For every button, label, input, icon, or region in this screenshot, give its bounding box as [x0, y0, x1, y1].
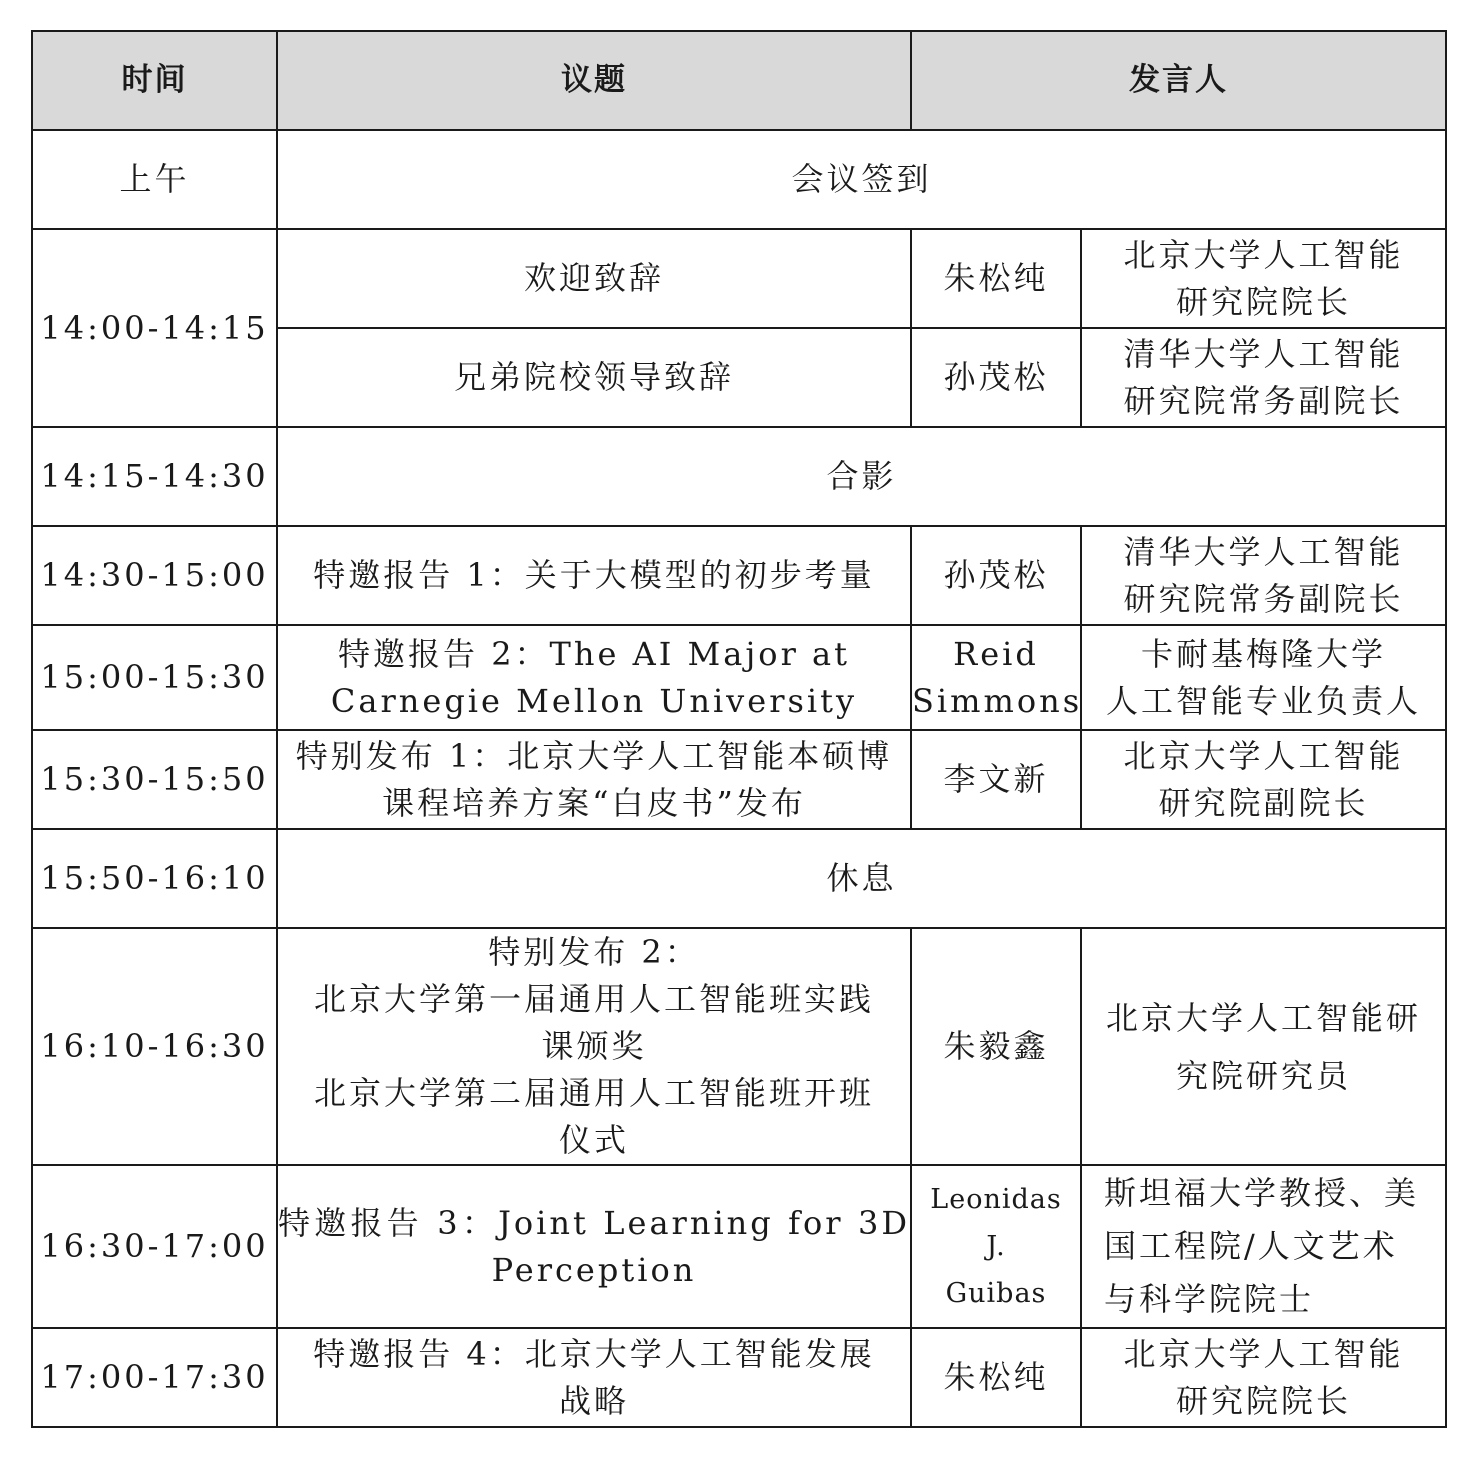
speaker-line: J.	[986, 1231, 1006, 1262]
speaker-line: Reid	[953, 634, 1039, 673]
header-topic: 议题	[277, 31, 911, 130]
speaker-cell: 李文新	[911, 730, 1081, 829]
affiliation-line: 北京大学人工智能	[1123, 235, 1404, 274]
affiliation-cell	[1081, 526, 1446, 625]
topic-line: Carnegie Mellon University	[330, 681, 858, 720]
topic-cell	[277, 730, 911, 829]
affiliation-cell	[1081, 928, 1446, 1165]
topic-line: 课程培养方案“白皮书”发布	[382, 783, 806, 822]
time-cell: 14:30-15:00	[32, 526, 277, 625]
topic-line: 课颁奖	[541, 1027, 647, 1065]
affiliation-cell	[1081, 625, 1446, 730]
speaker-cell	[911, 1165, 1081, 1328]
header-row	[32, 31, 1446, 130]
header-speaker: 发言人	[911, 31, 1446, 130]
topic-cell	[277, 1328, 911, 1427]
table-row	[32, 625, 1446, 730]
affiliation-line: 卡耐基梅隆大学	[1140, 634, 1386, 673]
time-cell: 16:30-17:00	[32, 1165, 277, 1328]
topic-line: 北京大学第二届通用人工智能班开班	[313, 1074, 874, 1112]
topic-line: 特别发布 1：北京大学人工智能本硕博	[295, 736, 893, 775]
time-cell: 16:10-16:30	[32, 928, 277, 1165]
topic-line: 特邀报告 3：Joint Learning for 3D	[278, 1203, 910, 1242]
affiliation-line: 研究院院长	[1175, 1381, 1351, 1420]
topic-cell: 特邀报告 1：关于大模型的初步考量	[277, 526, 911, 625]
table-row	[32, 229, 1446, 328]
time-cell: 15:00-15:30	[32, 625, 277, 730]
speaker-cell: 朱松纯	[911, 229, 1081, 328]
table-row	[32, 928, 1446, 1165]
affiliation-line: 国工程院/人文艺术	[1104, 1227, 1398, 1265]
topic-line: Perception	[491, 1250, 697, 1289]
topic-cell: 会议签到	[277, 130, 1446, 229]
affiliation-line: 北京大学人工智能	[1123, 736, 1404, 775]
table-row	[32, 829, 1446, 928]
speaker-line: Guibas	[945, 1278, 1047, 1309]
affiliation-line: 研究院常务副院长	[1123, 579, 1404, 618]
speaker-cell: 朱毅鑫	[911, 928, 1081, 1165]
speaker-cell: 朱松纯	[911, 1328, 1081, 1427]
topic-cell	[277, 1165, 911, 1328]
time-cell: 15:50-16:10	[32, 829, 277, 928]
time-cell: 14:15-14:30	[32, 427, 277, 526]
affiliation-line: 人工智能专业负责人	[1105, 681, 1421, 720]
topic-line: 特邀报告 4：北京大学人工智能发展	[313, 1334, 875, 1373]
topic-line: 特邀报告 2：The AI Major at	[338, 634, 850, 673]
table-row	[32, 526, 1446, 625]
time-cell: 15:30-15:50	[32, 730, 277, 829]
affiliation-cell	[1081, 328, 1446, 427]
affiliation-line: 研究院院长	[1175, 282, 1351, 321]
table-row	[32, 1328, 1446, 1427]
speaker-line: Leonidas	[930, 1184, 1062, 1215]
affiliation-cell	[1081, 229, 1446, 328]
affiliation-cell	[1081, 1328, 1446, 1427]
affiliation-line: 究院研究员	[1175, 1056, 1351, 1095]
agenda-table	[31, 30, 1447, 1428]
affiliation-line: 斯坦福大学教授、美	[1104, 1174, 1420, 1212]
table-row	[32, 427, 1446, 526]
affiliation-line: 清华大学人工智能	[1123, 532, 1404, 571]
topic-line: 战略	[558, 1381, 629, 1420]
table-row	[32, 730, 1446, 829]
affiliation-cell	[1081, 730, 1446, 829]
affiliation-line: 研究院副院长	[1158, 783, 1369, 822]
table-row	[32, 130, 1446, 229]
topic-cell: 欢迎致辞	[277, 229, 911, 328]
affiliation-cell	[1081, 1165, 1446, 1328]
topic-cell: 合影	[277, 427, 1446, 526]
time-cell: 上午	[32, 130, 277, 229]
affiliation-line: 与科学院院士	[1104, 1280, 1315, 1318]
header-time: 时间	[32, 31, 277, 130]
speaker-cell: 孙茂松	[911, 328, 1081, 427]
topic-cell	[277, 928, 911, 1165]
affiliation-line: 研究院常务副院长	[1123, 381, 1404, 420]
time-cell: 14:00-14:15	[32, 229, 277, 427]
affiliation-line: 北京大学人工智能研	[1105, 998, 1421, 1037]
topic-cell: 兄弟院校领导致辞	[277, 328, 911, 427]
affiliation-line: 北京大学人工智能	[1123, 1334, 1404, 1373]
topic-line: 特别发布 2：	[488, 933, 700, 971]
topic-cell: 休息	[277, 829, 1446, 928]
speaker-cell: 孙茂松	[911, 526, 1081, 625]
speaker-cell	[911, 625, 1081, 730]
topic-line: 北京大学第一届通用人工智能班实践	[313, 980, 874, 1018]
time-cell: 17:00-17:30	[32, 1328, 277, 1427]
topic-line: 仪式	[558, 1121, 629, 1159]
topic-cell	[277, 625, 911, 730]
affiliation-line: 清华大学人工智能	[1123, 334, 1404, 373]
table-row	[32, 1165, 1446, 1328]
speaker-line: Simmons	[912, 681, 1083, 720]
